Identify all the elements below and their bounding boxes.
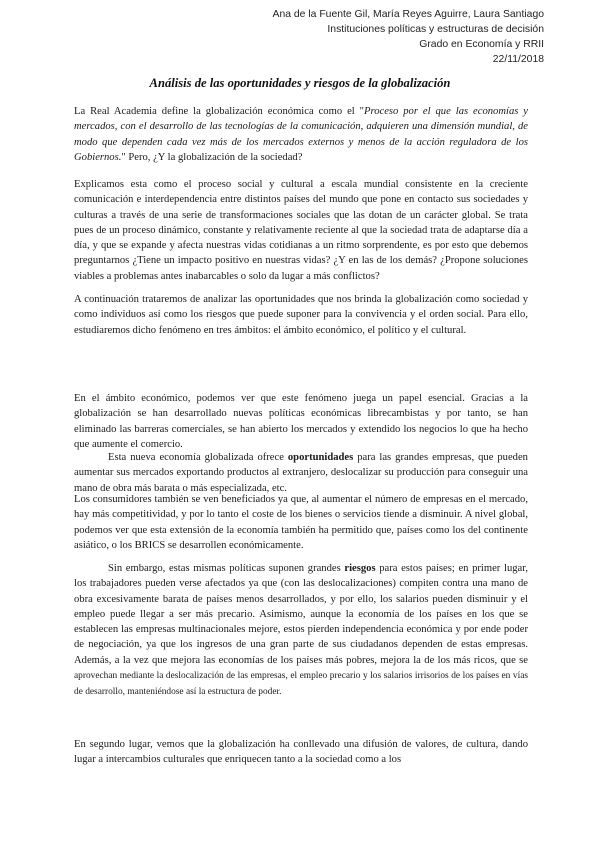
header-date: 22/11/2018: [492, 54, 544, 65]
document-title: Análisis de las oportunidades y riesgos de la globalización: [149, 76, 451, 90]
risks-small-text: aprovechan mediante la deslocalización de las empresas, el empleo precario y los salarios irrisorios de los países en vías de desarrollo, manteniéndose así la estructura de poder.: [74, 671, 528, 698]
paragraph-risks: [74, 561, 528, 701]
paragraph-opportunities: [74, 450, 528, 496]
page-header: [273, 7, 544, 67]
paragraph-economic-scope: En el ámbito económico, podemos ver que este fenómeno juega un papel esencial. Gracias a la globalización se han desarrollado nuevas políticas económicas librecambistas y por tanto, se han eliminado las barreras comerciales, se han abierto los mercados y extendido los negocios lo que ha hecho que aumente el comercio.: [74, 393, 528, 450]
header-degree: Grado en Economía y RRII: [419, 39, 544, 50]
paragraph-definition: [74, 104, 528, 165]
risks-tail: para estos países; en primer lugar, los trabajadores pueden verse afectados ya que (con las deslocalizaciones) compiten contra una mano de obra excesivamente barata de países menos desarrollados, y por ello, los salarios pueden disminuir y el empleo puede llegar a ser más precario. Asimismo, aunque la economía de los países en los que se establecen las empresas multinacionales mejore, estos pierden independencia económica y por ende poder de negociación, ya que los ingresos de una gran parte de sus ciudadanos dependen de estas empresas. Además, a la vez que mejora las economías de los países más pobres, mejora la de los más ricos, que se: [74, 563, 528, 666]
definition-tail: " Pero, ¿Y la globalización de la sociedad?: [121, 151, 303, 163]
header-course: Instituciones políticas y estructuras de decisión: [327, 24, 544, 35]
paragraph-cultural: En segundo lugar, vemos que la globalización ha conllevado una difusión de valores, de cultura, dando lugar a intercambios culturales que enriquecen tanto a la sociedad como a los: [74, 739, 528, 766]
risks-lead: Sin embargo, estas mismas políticas suponen grandes: [108, 563, 345, 574]
opportunities-lead: Esta nueva economía globalizada ofrece: [108, 452, 288, 463]
risks-keyword: riesgos: [344, 563, 376, 574]
paragraph-social-globalization: Explicamos esta como el proceso social y cultural a escala mundial consistente en la creciente comunicación e interdependencia entre distintos países del mundo que pone en contacto sus sociedades y culturas a través de una serie de transformaciones sociales que las dotan de un carácter global. Se trata pues de un proceso dinámico, constante y relativamente reciente al que la sociedad trata de adaptarse día a día, y que se expande y afecta nuestras vidas cotidianas a un ritmo sorprendente, es por esto que debemos preguntarnos ¿Tiene un impacto positivo en nuestras vidas? ¿Y en las de los demás? ¿Propone soluciones viables a problemas antes inabarcables o solo da lugar a más conflictos?: [74, 179, 528, 282]
paragraph-consumers: Los consumidores también se ven beneficiados ya que, al aumentar el número de empresas en el mercado, hay más competitividad, y por lo tanto el coste de los bienes o servicios tiende a disminuir. A nivel global, podemos ver que esta extensión de la economía también ha permitido que, países como los del continente asiático, o los BRICS se desarrollen económicamente.: [74, 494, 528, 551]
opportunities-tail: para las grandes empresas, que pueden aumentar sus mercados exportando productos al extranjero, deslocalizar su producción para conseguir una mano de obra más barata o más especializada, etc.: [74, 452, 528, 494]
opportunities-keyword: oportunidades: [287, 452, 354, 463]
header-authors: Ana de la Fuente Gil, María Reyes Aguirre, Laura Santiago: [272, 9, 544, 20]
definition-quote: Proceso por el que las economías y mercados, con el desarrollo de las tecnologías de la comunicación, adquieren una dimensión mundial, de modo que dependen cada vez más de los mercados externos y menos de la acción reguladora de los Gobiernos.: [74, 106, 529, 163]
definition-lead: La Real Academia define la globalización económica como el ": [74, 106, 364, 117]
paragraph-outline: A continuación trataremos de analizar las oportunidades que nos brinda la globalización como sociedad y como individuos así como los riesgos que puede suponer para la convivencia y el orden social. Para ello, estudiaremos dicho fenómeno en tres ámbitos: el ámbito económico, el político y el cultural.: [74, 294, 528, 336]
